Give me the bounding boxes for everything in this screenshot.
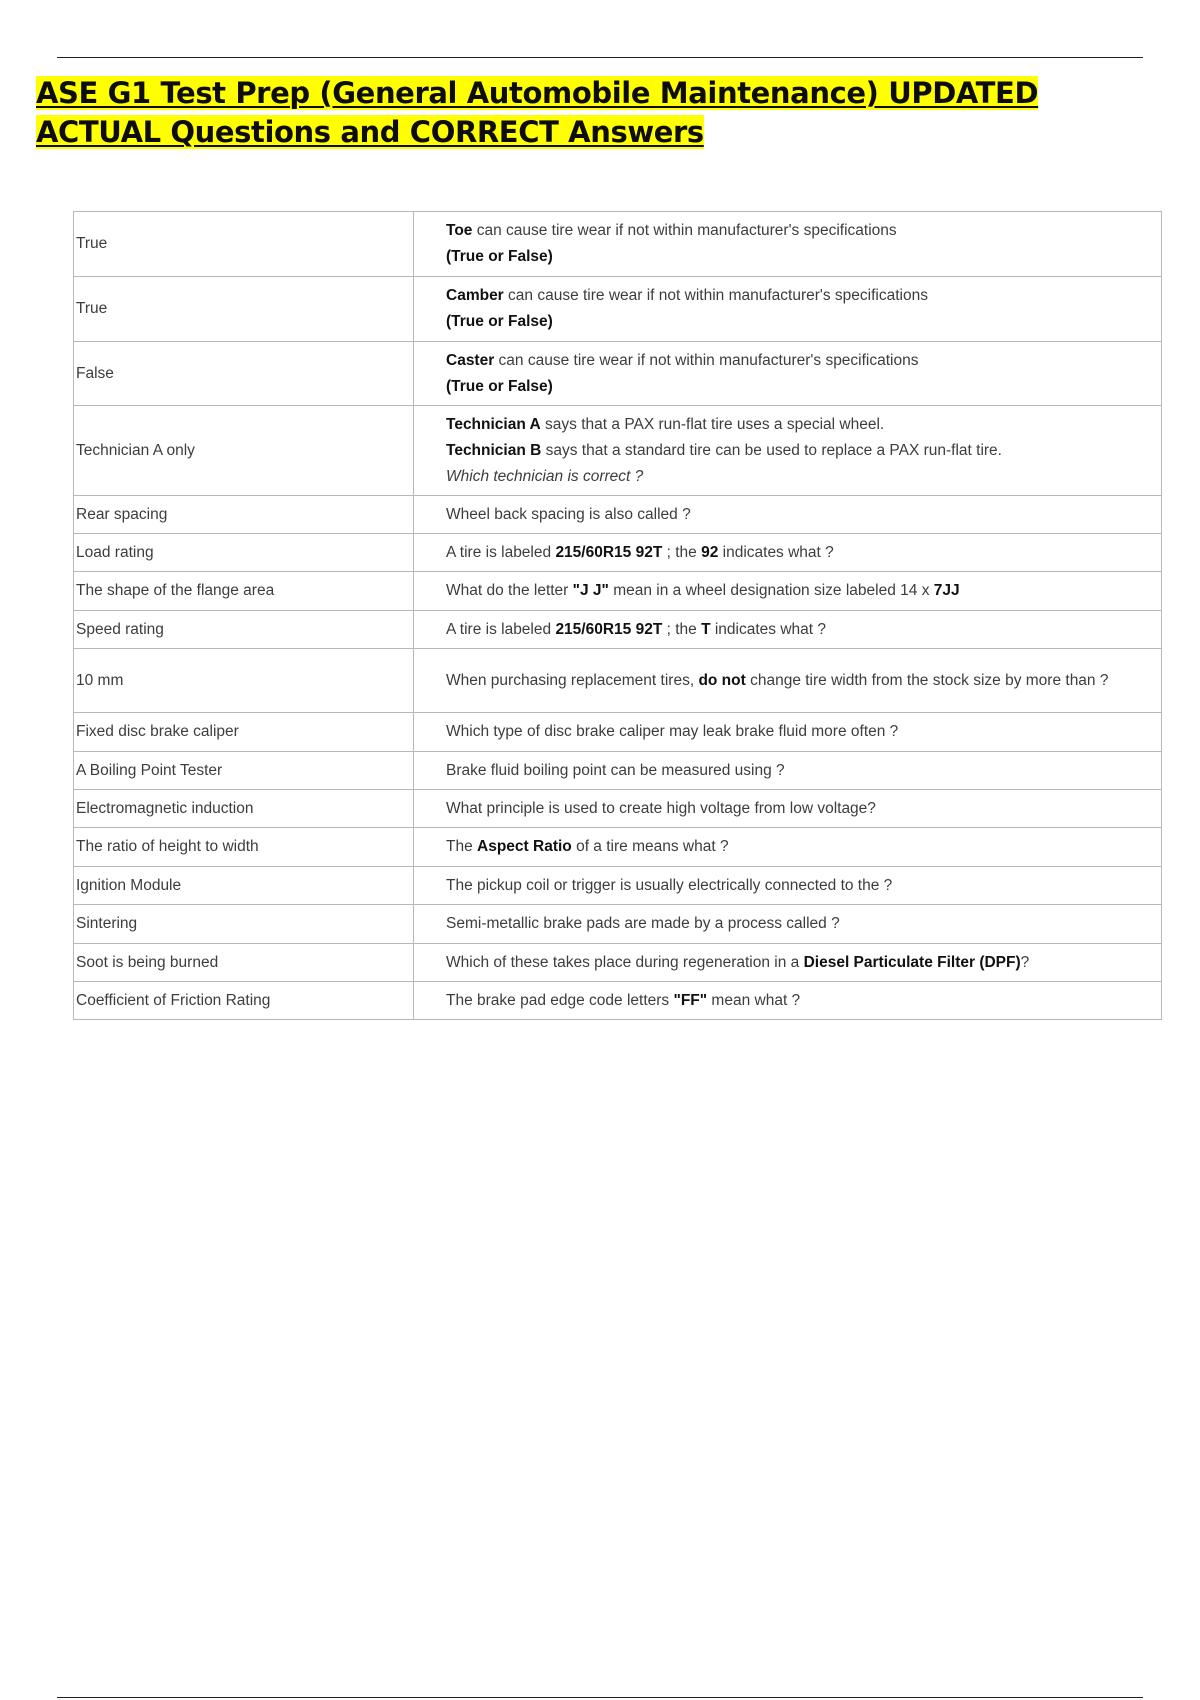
question-cell: Caster can cause tire wear if not within manufacturer's specifications (True or False) xyxy=(414,342,1162,406)
answer-cell: Load rating xyxy=(74,534,414,572)
table-row xyxy=(74,713,1162,752)
table-row xyxy=(74,342,1162,406)
answer-cell: Sintering xyxy=(74,905,414,944)
table-row xyxy=(74,790,1162,828)
table-row xyxy=(74,752,1162,790)
answer-cell: Soot is being burned xyxy=(74,944,414,982)
page-title xyxy=(36,74,1146,152)
question-cell: Technician A says that a PAX run-flat tire uses a special wheel. Technician B says that a standard tire can be used to replace a PAX run-flat tire. Which technician is correct ? xyxy=(414,406,1162,496)
question-cell: When purchasing replacement tires, do not change tire width from the stock size by more than ? xyxy=(414,649,1162,713)
question-cell: Wheel back spacing is also called ? xyxy=(414,496,1162,534)
table-row xyxy=(74,611,1162,649)
answer-cell: Rear spacing xyxy=(74,496,414,534)
table-row xyxy=(74,944,1162,982)
answer-cell: True xyxy=(74,212,414,277)
table-row xyxy=(74,212,1162,277)
top-rule xyxy=(57,57,1143,58)
table-row xyxy=(74,406,1162,496)
table-row xyxy=(74,496,1162,534)
table-row xyxy=(74,534,1162,572)
answer-cell: Ignition Module xyxy=(74,867,414,905)
answer-cell: Technician A only xyxy=(74,406,414,496)
answer-cell: True xyxy=(74,277,414,342)
table-row xyxy=(74,649,1162,713)
table-row xyxy=(74,572,1162,611)
table-row xyxy=(74,982,1162,1020)
question-cell: What do the letter "J J" mean in a wheel designation size labeled 14 x 7JJ xyxy=(414,572,1162,611)
page-title-highlight: ASE G1 Test Prep (General Automobile Maintenance) UPDATED ACTUAL Questions and CORRECT Answers xyxy=(36,76,1039,149)
question-cell: Semi-metallic brake pads are made by a process called ? xyxy=(414,905,1162,944)
answer-cell: The ratio of height to width xyxy=(74,828,414,867)
table-row xyxy=(74,277,1162,342)
question-cell: Which of these takes place during regeneration in a Diesel Particulate Filter (DPF)? xyxy=(414,944,1162,982)
answer-cell: False xyxy=(74,342,414,406)
question-cell: The Aspect Ratio of a tire means what ? xyxy=(414,828,1162,867)
question-cell: Which type of disc brake caliper may leak brake fluid more often ? xyxy=(414,713,1162,752)
question-cell: A tire is labeled 215/60R15 92T ; the 92 indicates what ? xyxy=(414,534,1162,572)
table-row xyxy=(74,867,1162,905)
answer-cell: 10 mm xyxy=(74,649,414,713)
question-cell: A tire is labeled 215/60R15 92T ; the T indicates what ? xyxy=(414,611,1162,649)
table-row xyxy=(74,905,1162,944)
question-cell: The pickup coil or trigger is usually electrically connected to the ? xyxy=(414,867,1162,905)
question-cell: Brake fluid boiling point can be measured using ? xyxy=(414,752,1162,790)
qa-table xyxy=(73,211,1162,1020)
answer-cell: Coefficient of Friction Rating xyxy=(74,982,414,1020)
bottom-rule xyxy=(57,1697,1143,1698)
answer-cell: A Boiling Point Tester xyxy=(74,752,414,790)
table-row xyxy=(74,828,1162,867)
answer-cell: The shape of the flange area xyxy=(74,572,414,611)
question-cell: Camber can cause tire wear if not within manufacturer's specifications (True or False) xyxy=(414,277,1162,342)
answer-cell: Fixed disc brake caliper xyxy=(74,713,414,752)
answer-cell: Electromagnetic induction xyxy=(74,790,414,828)
question-cell: What principle is used to create high voltage from low voltage? xyxy=(414,790,1162,828)
question-cell: The brake pad edge code letters "FF" mean what ? xyxy=(414,982,1162,1020)
answer-cell: Speed rating xyxy=(74,611,414,649)
question-cell: Toe can cause tire wear if not within manufacturer's specifications (True or False) xyxy=(414,212,1162,277)
